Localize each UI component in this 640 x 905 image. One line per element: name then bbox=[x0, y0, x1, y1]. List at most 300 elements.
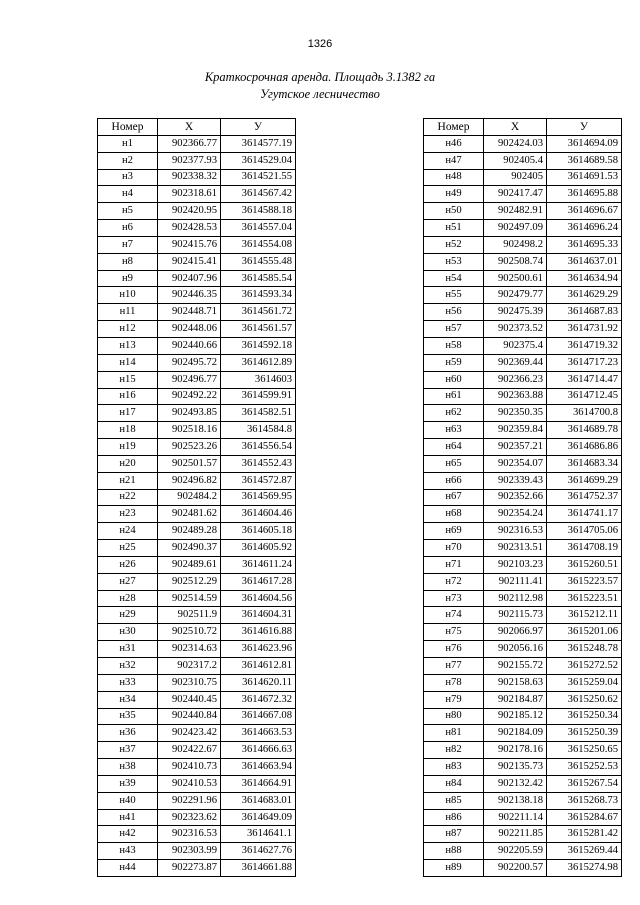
x-coordinate-cell: 902185.12 bbox=[484, 708, 547, 725]
y-coordinate-cell: 3615201.06 bbox=[547, 624, 622, 641]
y-coordinate-cell: 3615223.51 bbox=[547, 590, 622, 607]
x-coordinate-cell: 902484.2 bbox=[158, 489, 221, 506]
table-row bbox=[424, 826, 622, 843]
point-number-cell: н1 bbox=[98, 135, 158, 152]
y-coordinate-cell: 3614663.94 bbox=[221, 759, 296, 776]
table-row bbox=[424, 169, 622, 186]
y-coordinate-cell: 3614569.95 bbox=[221, 489, 296, 506]
table-row bbox=[98, 388, 296, 405]
x-coordinate-cell: 902200.57 bbox=[484, 860, 547, 877]
x-coordinate-cell: 902205.59 bbox=[484, 843, 547, 860]
point-number-cell: н60 bbox=[424, 371, 484, 388]
table-row bbox=[98, 220, 296, 237]
point-number-cell: н43 bbox=[98, 843, 158, 860]
y-coordinate-cell: 3615250.65 bbox=[547, 742, 622, 759]
x-coordinate-cell: 902448.71 bbox=[158, 304, 221, 321]
point-number-cell: н68 bbox=[424, 506, 484, 523]
point-number-cell: н41 bbox=[98, 809, 158, 826]
point-number-cell: н64 bbox=[424, 439, 484, 456]
x-coordinate-cell: 902314.63 bbox=[158, 641, 221, 658]
y-coordinate-cell: 3614604.31 bbox=[221, 607, 296, 624]
table-row bbox=[424, 607, 622, 624]
y-coordinate-cell: 3614612.81 bbox=[221, 658, 296, 675]
x-coordinate-cell: 902492.22 bbox=[158, 388, 221, 405]
x-coordinate-cell: 902410.73 bbox=[158, 759, 221, 776]
table-row bbox=[424, 186, 622, 203]
x-coordinate-cell: 902420.95 bbox=[158, 203, 221, 220]
x-coordinate-cell: 902514.59 bbox=[158, 590, 221, 607]
y-coordinate-cell: 3614664.91 bbox=[221, 775, 296, 792]
document-subtitle: Угутское лесничество bbox=[260, 87, 380, 101]
point-number-cell: н67 bbox=[424, 489, 484, 506]
x-coordinate-cell: 902479.77 bbox=[484, 287, 547, 304]
y-coordinate-cell: 3614555.48 bbox=[221, 253, 296, 270]
y-coordinate-cell: 3614699.29 bbox=[547, 472, 622, 489]
point-number-cell: н4 bbox=[98, 186, 158, 203]
point-number-cell: н36 bbox=[98, 725, 158, 742]
x-coordinate-cell: 902373.52 bbox=[484, 321, 547, 338]
point-number-cell: н38 bbox=[98, 759, 158, 776]
point-number-cell: н39 bbox=[98, 775, 158, 792]
x-coordinate-cell: 902313.51 bbox=[484, 540, 547, 557]
table-row bbox=[424, 506, 622, 523]
table-row bbox=[424, 135, 622, 152]
y-coordinate-cell: 3615269.44 bbox=[547, 843, 622, 860]
x-coordinate-cell: 902158.63 bbox=[484, 674, 547, 691]
y-coordinate-cell: 3614629.29 bbox=[547, 287, 622, 304]
x-coordinate-cell: 902066.97 bbox=[484, 624, 547, 641]
x-coordinate-cell: 902377.93 bbox=[158, 152, 221, 169]
point-number-cell: н83 bbox=[424, 759, 484, 776]
x-coordinate-cell: 902115.73 bbox=[484, 607, 547, 624]
y-coordinate-cell: 3614687.83 bbox=[547, 304, 622, 321]
y-coordinate-cell: 3614604.46 bbox=[221, 506, 296, 523]
table-row bbox=[424, 843, 622, 860]
header-x: X bbox=[484, 119, 547, 136]
x-coordinate-cell: 902498.2 bbox=[484, 236, 547, 253]
y-coordinate-cell: 3615281.42 bbox=[547, 826, 622, 843]
table-row bbox=[98, 523, 296, 540]
x-coordinate-cell: 902303.99 bbox=[158, 843, 221, 860]
point-number-cell: н25 bbox=[98, 540, 158, 557]
table-row bbox=[424, 489, 622, 506]
table-row bbox=[98, 186, 296, 203]
table-row bbox=[424, 220, 622, 237]
y-coordinate-cell: 3614752.37 bbox=[547, 489, 622, 506]
table-row bbox=[424, 287, 622, 304]
y-coordinate-cell: 3614634.94 bbox=[547, 270, 622, 287]
table-row bbox=[98, 152, 296, 169]
table-row bbox=[424, 371, 622, 388]
table-row bbox=[424, 540, 622, 557]
y-coordinate-cell: 3614705.06 bbox=[547, 523, 622, 540]
y-coordinate-cell: 3615267.54 bbox=[547, 775, 622, 792]
x-coordinate-cell: 902495.72 bbox=[158, 354, 221, 371]
point-number-cell: н28 bbox=[98, 590, 158, 607]
table-row bbox=[98, 826, 296, 843]
point-number-cell: н35 bbox=[98, 708, 158, 725]
y-coordinate-cell: 3614585.54 bbox=[221, 270, 296, 287]
y-coordinate-cell: 3614649.09 bbox=[221, 809, 296, 826]
x-coordinate-cell: 902318.61 bbox=[158, 186, 221, 203]
point-number-cell: н80 bbox=[424, 708, 484, 725]
x-coordinate-cell: 902369.44 bbox=[484, 354, 547, 371]
point-number-cell: н40 bbox=[98, 792, 158, 809]
x-coordinate-cell: 902316.53 bbox=[484, 523, 547, 540]
x-coordinate-cell: 902155.72 bbox=[484, 658, 547, 675]
table-row bbox=[98, 405, 296, 422]
table-row bbox=[98, 725, 296, 742]
point-number-cell: н33 bbox=[98, 674, 158, 691]
x-coordinate-cell: 902132.42 bbox=[484, 775, 547, 792]
page-number: 1326 bbox=[307, 38, 333, 50]
y-coordinate-cell: 3614567.42 bbox=[221, 186, 296, 203]
table-row bbox=[424, 354, 622, 371]
y-coordinate-cell: 3615252.53 bbox=[547, 759, 622, 776]
y-coordinate-cell: 3614605.18 bbox=[221, 523, 296, 540]
table-row bbox=[98, 860, 296, 877]
table-row bbox=[424, 388, 622, 405]
point-number-cell: н46 bbox=[424, 135, 484, 152]
y-coordinate-cell: 3615259.04 bbox=[547, 674, 622, 691]
point-number-cell: н53 bbox=[424, 253, 484, 270]
y-coordinate-cell: 3614696.67 bbox=[547, 203, 622, 220]
x-coordinate-cell: 902496.77 bbox=[158, 371, 221, 388]
table-row bbox=[98, 708, 296, 725]
x-coordinate-cell: 902056.16 bbox=[484, 641, 547, 658]
y-coordinate-cell: 3614611.24 bbox=[221, 556, 296, 573]
point-number-cell: н59 bbox=[424, 354, 484, 371]
x-coordinate-cell: 902407.96 bbox=[158, 270, 221, 287]
x-coordinate-cell: 902184.09 bbox=[484, 725, 547, 742]
table-row bbox=[98, 135, 296, 152]
x-coordinate-cell: 902357.21 bbox=[484, 439, 547, 456]
x-coordinate-cell: 902375.4 bbox=[484, 337, 547, 354]
table-row bbox=[424, 556, 622, 573]
table-row bbox=[424, 270, 622, 287]
x-coordinate-cell: 902417.47 bbox=[484, 186, 547, 203]
document-title: Краткосрочная аренда. Площадь 3.1382 га bbox=[204, 70, 436, 84]
point-number-cell: н42 bbox=[98, 826, 158, 843]
y-coordinate-cell: 3614667.08 bbox=[221, 708, 296, 725]
table-header-row bbox=[98, 119, 296, 136]
table-row bbox=[98, 590, 296, 607]
y-coordinate-cell: 3614627.76 bbox=[221, 843, 296, 860]
table-row bbox=[98, 759, 296, 776]
table-row bbox=[424, 624, 622, 641]
y-coordinate-cell: 3614592.18 bbox=[221, 337, 296, 354]
point-number-cell: н10 bbox=[98, 287, 158, 304]
point-number-cell: н76 bbox=[424, 641, 484, 658]
x-coordinate-cell: 902323.62 bbox=[158, 809, 221, 826]
point-number-cell: н57 bbox=[424, 321, 484, 338]
y-coordinate-cell: 3614599.91 bbox=[221, 388, 296, 405]
point-number-cell: н56 bbox=[424, 304, 484, 321]
table-row bbox=[424, 439, 622, 456]
table-body bbox=[98, 135, 296, 876]
table-row bbox=[424, 708, 622, 725]
x-coordinate-cell: 902410.53 bbox=[158, 775, 221, 792]
y-coordinate-cell: 3615248.78 bbox=[547, 641, 622, 658]
point-number-cell: н87 bbox=[424, 826, 484, 843]
table-row bbox=[98, 236, 296, 253]
table-row bbox=[98, 371, 296, 388]
x-coordinate-cell: 902339.43 bbox=[484, 472, 547, 489]
y-coordinate-cell: 3614672.32 bbox=[221, 691, 296, 708]
point-number-cell: н9 bbox=[98, 270, 158, 287]
header-y: У bbox=[221, 119, 296, 136]
point-number-cell: н78 bbox=[424, 674, 484, 691]
x-coordinate-cell: 902489.61 bbox=[158, 556, 221, 573]
point-number-cell: н69 bbox=[424, 523, 484, 540]
table-row bbox=[98, 455, 296, 472]
point-number-cell: н48 bbox=[424, 169, 484, 186]
x-coordinate-cell: 902338.32 bbox=[158, 169, 221, 186]
y-coordinate-cell: 3614666.63 bbox=[221, 742, 296, 759]
table-row bbox=[424, 422, 622, 439]
table-row bbox=[98, 203, 296, 220]
x-coordinate-cell: 902112.98 bbox=[484, 590, 547, 607]
point-number-cell: н6 bbox=[98, 220, 158, 237]
y-coordinate-cell: 3614603 bbox=[221, 371, 296, 388]
table-row bbox=[98, 573, 296, 590]
table-row bbox=[424, 775, 622, 792]
y-coordinate-cell: 3614588.18 bbox=[221, 203, 296, 220]
table-row bbox=[98, 253, 296, 270]
point-number-cell: н31 bbox=[98, 641, 158, 658]
table-row bbox=[98, 691, 296, 708]
table-row bbox=[424, 759, 622, 776]
point-number-cell: н70 bbox=[424, 540, 484, 557]
y-coordinate-cell: 3614708.19 bbox=[547, 540, 622, 557]
table-row bbox=[424, 860, 622, 877]
x-coordinate-cell: 902366.23 bbox=[484, 371, 547, 388]
point-number-cell: н49 bbox=[424, 186, 484, 203]
point-number-cell: н16 bbox=[98, 388, 158, 405]
y-coordinate-cell: 3614620.11 bbox=[221, 674, 296, 691]
y-coordinate-cell: 3614663.53 bbox=[221, 725, 296, 742]
table-row bbox=[98, 506, 296, 523]
y-coordinate-cell: 3614712.45 bbox=[547, 388, 622, 405]
y-coordinate-cell: 3615212.11 bbox=[547, 607, 622, 624]
x-coordinate-cell: 902493.85 bbox=[158, 405, 221, 422]
point-number-cell: н27 bbox=[98, 573, 158, 590]
y-coordinate-cell: 3615272.52 bbox=[547, 658, 622, 675]
table-row bbox=[98, 792, 296, 809]
table-row bbox=[424, 304, 622, 321]
table-row bbox=[424, 590, 622, 607]
y-coordinate-cell: 3614694.09 bbox=[547, 135, 622, 152]
point-number-cell: н74 bbox=[424, 607, 484, 624]
x-coordinate-cell: 902422.67 bbox=[158, 742, 221, 759]
x-coordinate-cell: 902135.73 bbox=[484, 759, 547, 776]
x-coordinate-cell: 902405.4 bbox=[484, 152, 547, 169]
y-coordinate-cell: 3614683.01 bbox=[221, 792, 296, 809]
y-coordinate-cell: 3614731.92 bbox=[547, 321, 622, 338]
table-body bbox=[424, 135, 622, 876]
y-coordinate-cell: 3614593.34 bbox=[221, 287, 296, 304]
point-number-cell: н19 bbox=[98, 439, 158, 456]
x-coordinate-cell: 902440.45 bbox=[158, 691, 221, 708]
x-coordinate-cell: 902316.53 bbox=[158, 826, 221, 843]
y-coordinate-cell: 3614552.43 bbox=[221, 455, 296, 472]
table-row bbox=[98, 556, 296, 573]
point-number-cell: н55 bbox=[424, 287, 484, 304]
y-coordinate-cell: 3614686.86 bbox=[547, 439, 622, 456]
point-number-cell: н44 bbox=[98, 860, 158, 877]
x-coordinate-cell: 902415.41 bbox=[158, 253, 221, 270]
table-row bbox=[424, 152, 622, 169]
point-number-cell: н3 bbox=[98, 169, 158, 186]
y-coordinate-cell: 3614641.1 bbox=[221, 826, 296, 843]
point-number-cell: н47 bbox=[424, 152, 484, 169]
header-number: Номер bbox=[424, 119, 484, 136]
x-coordinate-cell: 902352.66 bbox=[484, 489, 547, 506]
x-coordinate-cell: 902211.85 bbox=[484, 826, 547, 843]
y-coordinate-cell: 3615223.57 bbox=[547, 573, 622, 590]
point-number-cell: н63 bbox=[424, 422, 484, 439]
point-number-cell: н89 bbox=[424, 860, 484, 877]
point-number-cell: н11 bbox=[98, 304, 158, 321]
x-coordinate-cell: 902359.84 bbox=[484, 422, 547, 439]
x-coordinate-cell: 902354.24 bbox=[484, 506, 547, 523]
y-coordinate-cell: 3614741.17 bbox=[547, 506, 622, 523]
point-number-cell: н61 bbox=[424, 388, 484, 405]
table-row bbox=[98, 489, 296, 506]
x-coordinate-cell: 902423.42 bbox=[158, 725, 221, 742]
point-number-cell: н7 bbox=[98, 236, 158, 253]
header-y: У bbox=[547, 119, 622, 136]
coordinates-table-left bbox=[97, 118, 296, 877]
table-row bbox=[98, 354, 296, 371]
point-number-cell: н34 bbox=[98, 691, 158, 708]
y-coordinate-cell: 3614661.88 bbox=[221, 860, 296, 877]
table-row bbox=[424, 742, 622, 759]
x-coordinate-cell: 902490.37 bbox=[158, 540, 221, 557]
point-number-cell: н30 bbox=[98, 624, 158, 641]
point-number-cell: н52 bbox=[424, 236, 484, 253]
table-row bbox=[424, 523, 622, 540]
x-coordinate-cell: 902497.09 bbox=[484, 220, 547, 237]
table-row bbox=[424, 455, 622, 472]
point-number-cell: н2 bbox=[98, 152, 158, 169]
point-number-cell: н84 bbox=[424, 775, 484, 792]
y-coordinate-cell: 3614623.96 bbox=[221, 641, 296, 658]
y-coordinate-cell: 3614557.04 bbox=[221, 220, 296, 237]
y-coordinate-cell: 3614604.56 bbox=[221, 590, 296, 607]
x-coordinate-cell: 902111.41 bbox=[484, 573, 547, 590]
point-number-cell: н71 bbox=[424, 556, 484, 573]
table-row bbox=[424, 691, 622, 708]
point-number-cell: н23 bbox=[98, 506, 158, 523]
y-coordinate-cell: 3615250.62 bbox=[547, 691, 622, 708]
table-row bbox=[424, 253, 622, 270]
point-number-cell: н58 bbox=[424, 337, 484, 354]
y-coordinate-cell: 3614577.19 bbox=[221, 135, 296, 152]
table-row bbox=[98, 742, 296, 759]
table-row bbox=[98, 607, 296, 624]
point-number-cell: н88 bbox=[424, 843, 484, 860]
point-number-cell: н14 bbox=[98, 354, 158, 371]
point-number-cell: н82 bbox=[424, 742, 484, 759]
table-row bbox=[98, 809, 296, 826]
x-coordinate-cell: 902273.87 bbox=[158, 860, 221, 877]
table-row bbox=[424, 641, 622, 658]
x-coordinate-cell: 902424.03 bbox=[484, 135, 547, 152]
y-coordinate-cell: 3615274.98 bbox=[547, 860, 622, 877]
x-coordinate-cell: 902511.9 bbox=[158, 607, 221, 624]
header-number: Номер bbox=[98, 119, 158, 136]
y-coordinate-cell: 3614719.32 bbox=[547, 337, 622, 354]
y-coordinate-cell: 3614605.92 bbox=[221, 540, 296, 557]
table-row bbox=[424, 809, 622, 826]
point-number-cell: н66 bbox=[424, 472, 484, 489]
x-coordinate-cell: 902366.77 bbox=[158, 135, 221, 152]
table-row bbox=[98, 641, 296, 658]
table-row bbox=[98, 337, 296, 354]
x-coordinate-cell: 902440.84 bbox=[158, 708, 221, 725]
point-number-cell: н26 bbox=[98, 556, 158, 573]
y-coordinate-cell: 3614714.47 bbox=[547, 371, 622, 388]
y-coordinate-cell: 3614695.88 bbox=[547, 186, 622, 203]
y-coordinate-cell: 3614521.55 bbox=[221, 169, 296, 186]
y-coordinate-cell: 3614556.54 bbox=[221, 439, 296, 456]
table-row bbox=[424, 236, 622, 253]
y-coordinate-cell: 3614561.57 bbox=[221, 321, 296, 338]
x-coordinate-cell: 902178.16 bbox=[484, 742, 547, 759]
point-number-cell: н29 bbox=[98, 607, 158, 624]
x-coordinate-cell: 902138.18 bbox=[484, 792, 547, 809]
x-coordinate-cell: 902317.2 bbox=[158, 658, 221, 675]
point-number-cell: н5 bbox=[98, 203, 158, 220]
x-coordinate-cell: 902428.53 bbox=[158, 220, 221, 237]
x-coordinate-cell: 902405 bbox=[484, 169, 547, 186]
y-coordinate-cell: 3614696.24 bbox=[547, 220, 622, 237]
y-coordinate-cell: 3614561.72 bbox=[221, 304, 296, 321]
point-number-cell: н22 bbox=[98, 489, 158, 506]
point-number-cell: н81 bbox=[424, 725, 484, 742]
x-coordinate-cell: 902523.26 bbox=[158, 439, 221, 456]
point-number-cell: н15 bbox=[98, 371, 158, 388]
table-row bbox=[98, 169, 296, 186]
point-number-cell: н62 bbox=[424, 405, 484, 422]
y-coordinate-cell: 3615250.39 bbox=[547, 725, 622, 742]
y-coordinate-cell: 3614683.34 bbox=[547, 455, 622, 472]
x-coordinate-cell: 902489.28 bbox=[158, 523, 221, 540]
table-row bbox=[424, 792, 622, 809]
x-coordinate-cell: 902103.23 bbox=[484, 556, 547, 573]
y-coordinate-cell: 3614612.89 bbox=[221, 354, 296, 371]
y-coordinate-cell: 3614695.33 bbox=[547, 236, 622, 253]
x-coordinate-cell: 902512.29 bbox=[158, 573, 221, 590]
table-row bbox=[424, 337, 622, 354]
point-number-cell: н20 bbox=[98, 455, 158, 472]
y-coordinate-cell: 3614584.8 bbox=[221, 422, 296, 439]
table-row bbox=[98, 304, 296, 321]
y-coordinate-cell: 3614529.04 bbox=[221, 152, 296, 169]
point-number-cell: н54 bbox=[424, 270, 484, 287]
y-coordinate-cell: 3615260.51 bbox=[547, 556, 622, 573]
y-coordinate-cell: 3614582.51 bbox=[221, 405, 296, 422]
x-coordinate-cell: 902482.91 bbox=[484, 203, 547, 220]
table-row bbox=[424, 405, 622, 422]
y-coordinate-cell: 3614689.58 bbox=[547, 152, 622, 169]
table-row bbox=[98, 674, 296, 691]
y-coordinate-cell: 3615268.73 bbox=[547, 792, 622, 809]
point-number-cell: н51 bbox=[424, 220, 484, 237]
y-coordinate-cell: 3614691.53 bbox=[547, 169, 622, 186]
x-coordinate-cell: 902501.57 bbox=[158, 455, 221, 472]
